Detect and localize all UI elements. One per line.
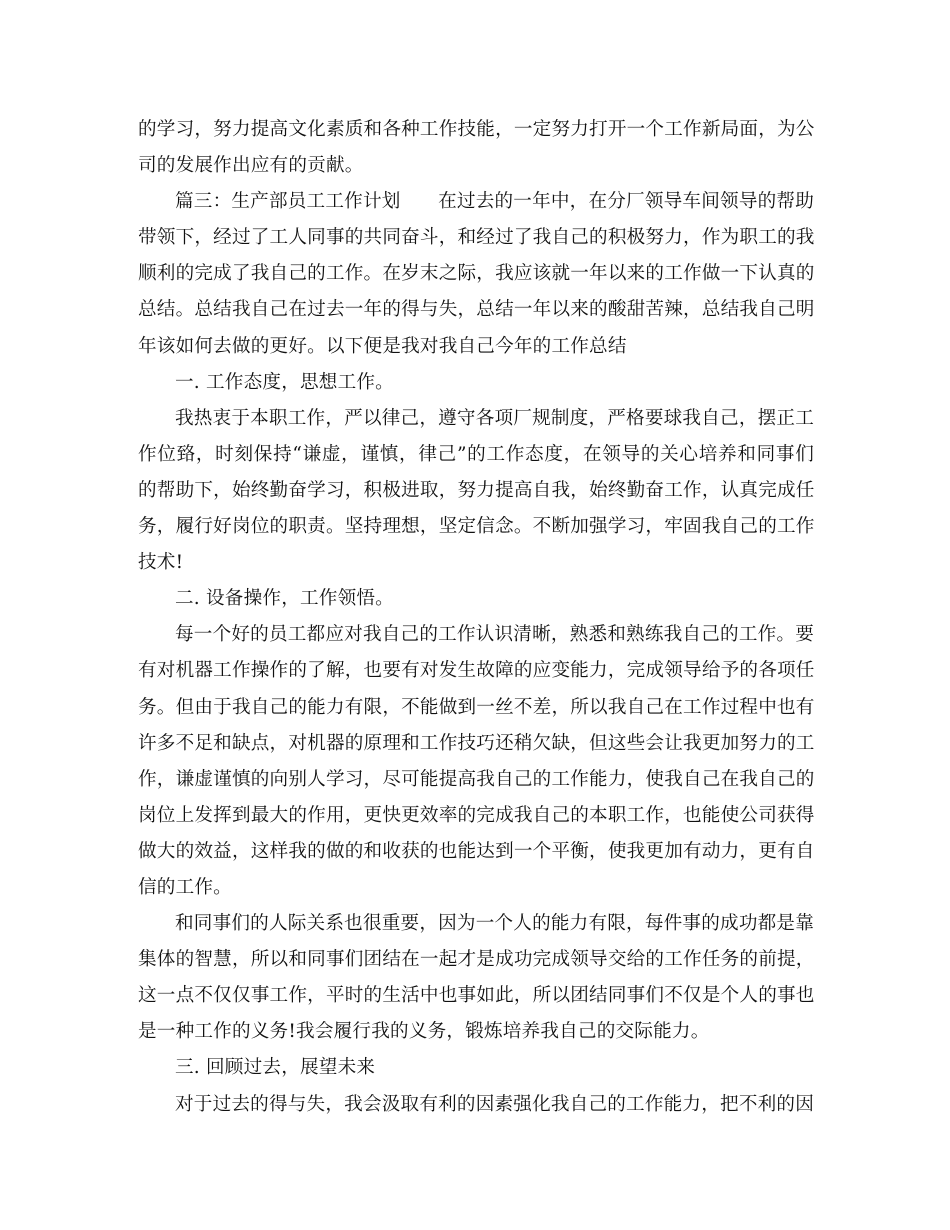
text-line: 带领下，经过了工人同事的共同奋斗，和经过了我自己的积极努力，作为职工的我 [138,227,815,249]
text-line: 每一个好的员工都应对我自己的工作认识清晰，熟悉和熟练我自己的工作。要 [175,624,814,646]
text-line: 对于过去的得与失，我会汲取有利的因素强化我自己的工作能力，把不利的因 [175,1093,814,1115]
text-line: 这一点不仅仅事工作，平时的生活中也事如此，所以团结同事们不仅是个人的事也 [138,985,815,1007]
text-line: 我热衷于本职工作，严以律己，遵守各项厂规制度，严格要球我自己，摆正工 [175,407,814,429]
text-line: 年该如何去做的更好。以下便是我对我自己今年的工作总结 [138,335,627,357]
text-line: 的帮助下，始终勤奋学习，积极进取，努力提高自我，始终勤奋工作，认真完成任 [138,479,815,501]
text-line: 技术! [138,552,184,574]
text-line: 的学习，努力提高文化素质和各种工作技能，一定努力打开一个工作新局面，为公 [138,119,815,140]
text-line: 总结。总结我自己在过去一年的得与失，总结一年以来的酸甜苦辣，总结我自己明 [138,299,815,321]
text-line: 务。但由于我自己的能力有限，不能做到一丝不差，所以我自己在工作过程中也有 [138,696,815,718]
text-line: 作，谦虚谨慎的向别人学习，尽可能提高我自己的工作能力，使我自己在我自己的 [138,768,815,790]
text-line: 许多不足和缺点，对机器的原理和工作技巧还稍欠缺，但这些会让我更加努力的工 [138,732,815,754]
text-line: 岗位上发挥到最大的作用，更快更效率的完成我自己的本职工作，也能使公司获得 [138,804,815,826]
text-line: 司的发展作出应有的贡献。 [138,155,364,177]
text-line: 有对机器工作操作的了解，也要有对发生故障的应变能力，完成领导给予的各项任 [138,660,815,682]
text-line: 集体的智慧，所以和同事们团结在一起才是成功完成领导交给的工作任务的前提， [138,949,815,971]
text-line: 篇三：生产部员工工作计划 在过去的一年中，在分厂领导车间领导的帮助 [175,191,814,213]
text-line: 和同事们的人际关系也很重要，因为一个人的能力有限，每件事的成功都是靠 [175,913,814,935]
text-line: 顺利的完成了我自己的工作。在岁末之际，我应该就一年以来的工作做一下认真的 [138,263,815,285]
text-line: 做大的效益，这样我的做的和收获的也能达到一个平衡，使我更加有动力，更有自 [138,840,815,862]
text-line: 信的工作。 [138,876,232,898]
text-line: 是一种工作的义务!我会履行我的义务，锻炼培养我自己的交际能力。 [138,1021,710,1043]
document-page [138,112,814,1123]
text-line: 二. 设备操作，工作领悟。 [175,588,394,610]
text-line: 作位臵，时刻保持“谦虚，谨慎，律己”的工作态度，在领导的关心培养和同事们 [138,443,814,465]
text-line: 三. 回顾过去，展望未来 [175,1057,376,1079]
text-line: 务，履行好岗位的职责。坚持理想，坚定信念。不断加强学习，牢固我自己的工作 [138,516,815,538]
text-line: 一. 工作态度，思想工作。 [175,371,394,393]
